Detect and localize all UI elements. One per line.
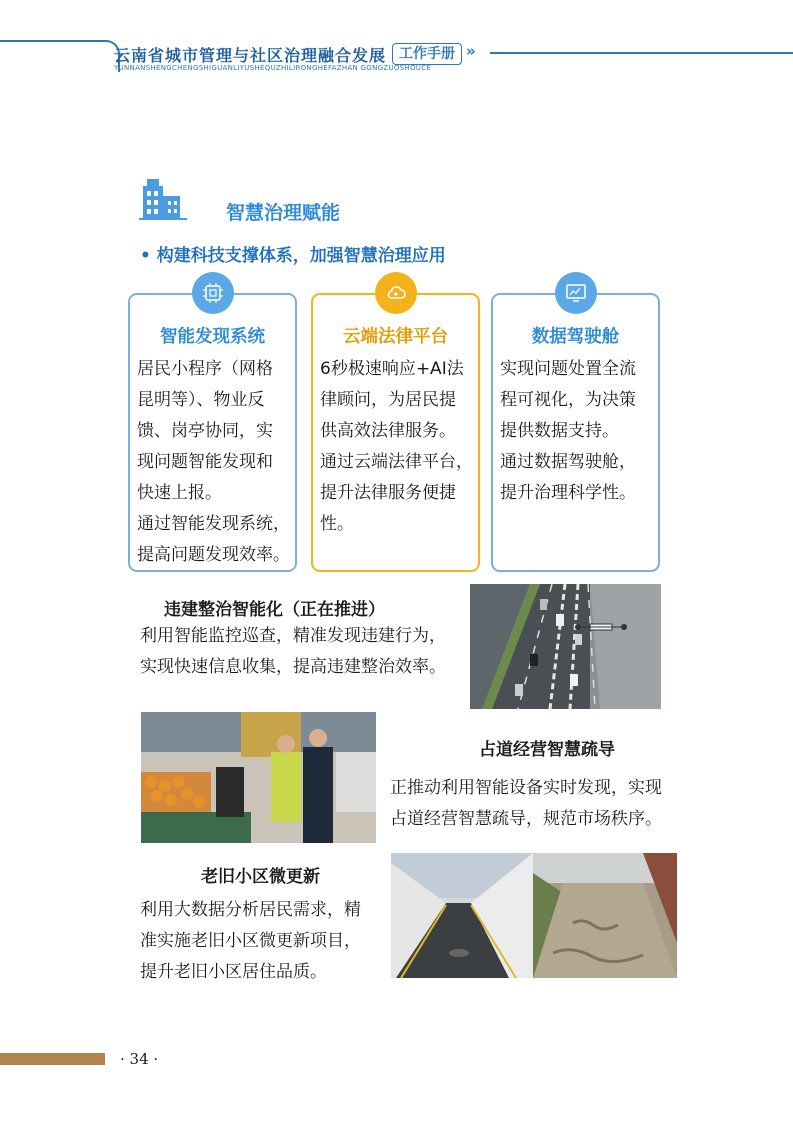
card-title: 智能发现系统: [160, 327, 265, 347]
dashboard-icon: [555, 272, 597, 314]
header-pinyin: YUNNANSHENGCHENGSHIGUANLIYUSHEQUZHILIRONGHEFAZHAN GONGZUOSHOUCE: [114, 64, 432, 72]
item-text-illegal: [140, 621, 446, 683]
card-line: 供高效法律服务。: [320, 421, 456, 441]
ai-brain-icon: [192, 272, 234, 314]
item-line: 实现快速信息收集，提高违建整治效率。: [140, 657, 446, 677]
photo-drone-highway: [470, 584, 661, 709]
footer-bar: [0, 1053, 105, 1065]
card-line: 提升法律服务便捷: [320, 483, 456, 503]
item-line: 利用智能监控巡查，精准发现违建行为，: [140, 626, 446, 646]
photo-road-after: [391, 853, 533, 978]
card-data-cockpit: [491, 293, 660, 572]
section-bullet: • 构建科技支撑体系，加强智慧治理应用: [140, 246, 446, 266]
card-smart-discovery: [128, 293, 297, 572]
card-line: 提高问题发现效率。: [137, 545, 290, 565]
item-text-oldcomm: [140, 895, 361, 988]
item-title-illegal: 违建整治智能化（正在推进）: [164, 600, 385, 620]
card-title: 云端法律平台: [343, 327, 448, 347]
card-line: 实现问题处置全流: [500, 359, 636, 379]
item-line: 利用大数据分析居民需求，精: [140, 900, 361, 920]
card-line: 居民小程序（网格: [137, 359, 273, 379]
card-line: 快速上报。: [137, 483, 222, 503]
header-rule-right: [490, 52, 793, 54]
photo-street-vendor: [141, 712, 376, 843]
card-line: 性。: [320, 514, 354, 534]
item-line: 准实施老旧小区微更新项目，: [140, 931, 361, 951]
card-line: 现问题智能发现和: [137, 452, 273, 472]
card-cloud-legal: [311, 293, 480, 572]
double-chevron-icon: »: [466, 42, 476, 60]
item-title-street: 占道经营智慧疏导: [479, 740, 615, 760]
header-rule-left: [0, 40, 100, 42]
card-line: 通过云端法律平台，: [320, 452, 473, 472]
card-line: 馈、岗亭协同，实: [137, 421, 273, 441]
card-line: 6秒极速响应+AI法: [320, 359, 464, 379]
card-line: 提供数据支持。: [500, 421, 619, 441]
card-body: [137, 354, 292, 571]
card-title: 数据驾驶舱: [531, 327, 620, 347]
photo-road-before: [533, 853, 677, 978]
card-line: 昆明等）、物业反: [137, 390, 265, 410]
card-line: 通过数据驾驶舱，: [500, 452, 636, 472]
item-line: 提升老旧小区居住品质。: [140, 962, 327, 982]
card-body: [500, 354, 655, 509]
card-line: 律顾问，为居民提: [320, 390, 456, 410]
section-title: 智慧治理赋能: [226, 202, 341, 224]
card-body: [320, 354, 475, 540]
header-title: 云南省城市管理与社区治理融合发展: [114, 46, 387, 65]
page-number: · 34 ·: [120, 1050, 159, 1068]
card-line: 程可视化，为决策: [500, 390, 636, 410]
card-line: 通过智能发现系统，: [137, 514, 290, 534]
header-badge: 工作手册: [392, 43, 462, 65]
item-line: 正推动利用智能设备实时发现，实现: [390, 778, 662, 798]
card-line: 提升治理科学性。: [500, 483, 636, 503]
item-text-street: [390, 773, 662, 835]
item-title-oldcomm: 老旧小区微更新: [201, 867, 320, 887]
item-line: 占道经营智慧疏导，规范市场秩序。: [390, 809, 662, 829]
building-icon: [139, 178, 187, 224]
cloud-icon: [375, 272, 417, 314]
